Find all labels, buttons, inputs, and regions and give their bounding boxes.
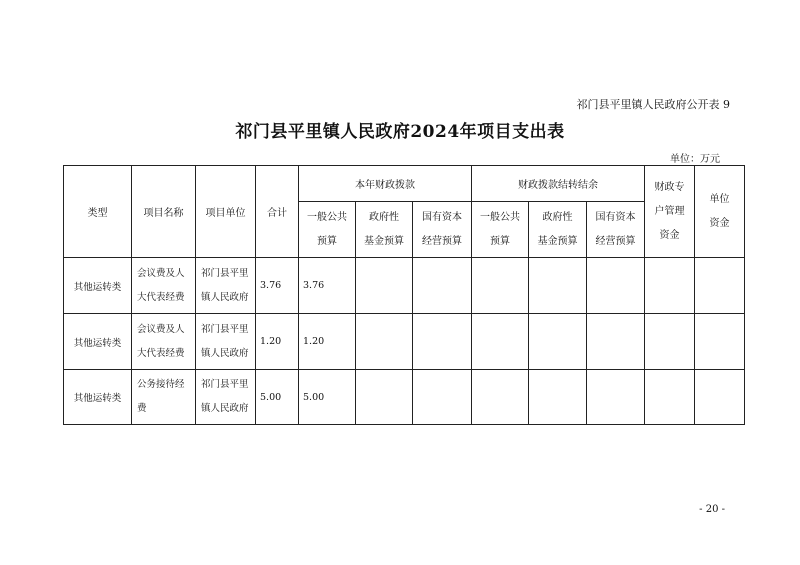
project-name-line1: 会议费及人 — [137, 267, 185, 279]
row-carry-gov-fund — [529, 258, 587, 314]
fiscal-special-line1: 财政专 — [654, 181, 685, 193]
row-carry-general-public — [472, 258, 529, 314]
row-carry-gov-fund — [529, 314, 587, 370]
row-gov-fund — [356, 314, 413, 370]
col-header-fiscal-special — [645, 166, 695, 258]
project-unit-line1: 祁门县平里 — [201, 323, 249, 335]
general-public-line2: 预算 — [317, 235, 337, 247]
row-total: 5.00 — [256, 370, 299, 425]
gov-fund-line2: 基金预算 — [364, 235, 404, 247]
fiscal-special-line3: 资金 — [659, 229, 680, 241]
table-row — [64, 314, 745, 370]
col-header-project-name: 项目名称 — [132, 166, 196, 258]
table-code-note: 祁门县平里镇人民政府公开表 9 — [576, 98, 730, 111]
row-type: 其他运转类 — [64, 314, 132, 370]
unit-label: 单位：万元 — [670, 154, 720, 165]
carry-gov-fund-line2: 基金预算 — [537, 235, 578, 247]
row-unit-funds — [695, 314, 745, 370]
row-carry-state-capital — [587, 370, 645, 425]
unit-funds-line2: 资金 — [709, 217, 730, 229]
row-carry-gov-fund — [529, 370, 587, 425]
state-capital-line2: 经营预算 — [422, 235, 462, 247]
row-carry-general-public — [472, 370, 529, 425]
row-carry-state-capital — [587, 258, 645, 314]
page-title: 祁门县平里镇人民政府2024年项目支出表 — [235, 122, 565, 142]
row-state-capital — [413, 370, 472, 425]
project-name-line2: 大代表经费 — [137, 291, 185, 303]
row-type: 其他运转类 — [64, 258, 132, 314]
col-header-carry-general-public — [472, 202, 529, 258]
carry-state-capital-line1: 国有资本 — [595, 211, 636, 223]
row-unit-funds — [695, 370, 745, 425]
fiscal-special-line2: 户管理 — [654, 205, 685, 217]
project-expenditure-table — [63, 165, 745, 425]
row-general-public: 5.00 — [299, 370, 356, 425]
carry-gov-fund-line1: 政府性 — [542, 211, 573, 223]
carry-general-public-line2: 预算 — [490, 235, 511, 247]
row-fiscal-special — [645, 258, 695, 314]
general-public-line1: 一般公共 — [307, 211, 347, 223]
row-project-unit — [196, 314, 256, 370]
project-unit-line2: 镇人民政府 — [201, 291, 249, 303]
row-carry-general-public — [472, 314, 529, 370]
row-gov-fund — [356, 258, 413, 314]
col-header-project-unit: 项目单位 — [196, 166, 256, 258]
row-fiscal-special — [645, 314, 695, 370]
row-project-unit — [196, 370, 256, 425]
project-unit-line2: 镇人民政府 — [201, 403, 249, 414]
row-general-public: 1.20 — [299, 314, 356, 370]
col-header-gov-fund — [356, 202, 413, 258]
row-unit-funds — [695, 258, 745, 314]
row-total: 1.20 — [256, 314, 299, 370]
project-unit-line1: 祁门县平里 — [201, 379, 249, 390]
group-header-carryover: 财政拨款结转结余 — [472, 166, 645, 202]
col-header-state-capital — [413, 202, 472, 258]
table-row — [64, 258, 745, 314]
row-state-capital — [413, 314, 472, 370]
table-row — [64, 370, 745, 425]
row-project-name — [132, 370, 196, 425]
col-header-general-public — [299, 202, 356, 258]
row-project-name — [132, 258, 196, 314]
project-name-line1: 会议费及人 — [137, 323, 185, 335]
row-carry-state-capital — [587, 314, 645, 370]
row-project-name — [132, 314, 196, 370]
project-name-line2: 大代表经费 — [137, 347, 185, 359]
project-name-line1: 公务接待经 — [137, 379, 185, 390]
state-capital-line1: 国有资本 — [422, 211, 462, 223]
unit-funds-line1: 单位 — [709, 193, 730, 205]
row-general-public: 3.76 — [299, 258, 356, 314]
col-header-carry-gov-fund — [529, 202, 587, 258]
col-header-carry-state-capital — [587, 202, 645, 258]
row-project-unit — [196, 258, 256, 314]
group-header-current-year: 本年财政拨款 — [299, 166, 472, 202]
carry-general-public-line1: 一般公共 — [480, 211, 521, 223]
row-state-capital — [413, 258, 472, 314]
col-header-type: 类型 — [64, 166, 132, 258]
row-gov-fund — [356, 370, 413, 425]
page-number: - 20 - — [699, 504, 725, 515]
col-header-total: 合计 — [256, 166, 299, 258]
row-fiscal-special — [645, 370, 695, 425]
row-total: 3.76 — [256, 258, 299, 314]
header-row-1 — [64, 166, 745, 202]
row-type: 其他运转类 — [64, 370, 132, 425]
project-unit-line1: 祁门县平里 — [201, 267, 249, 279]
project-unit-line2: 镇人民政府 — [201, 347, 249, 359]
gov-fund-line1: 政府性 — [369, 211, 399, 223]
col-header-unit-funds — [695, 166, 745, 258]
project-name-line2: 费 — [137, 403, 147, 414]
carry-state-capital-line2: 经营预算 — [595, 235, 636, 247]
